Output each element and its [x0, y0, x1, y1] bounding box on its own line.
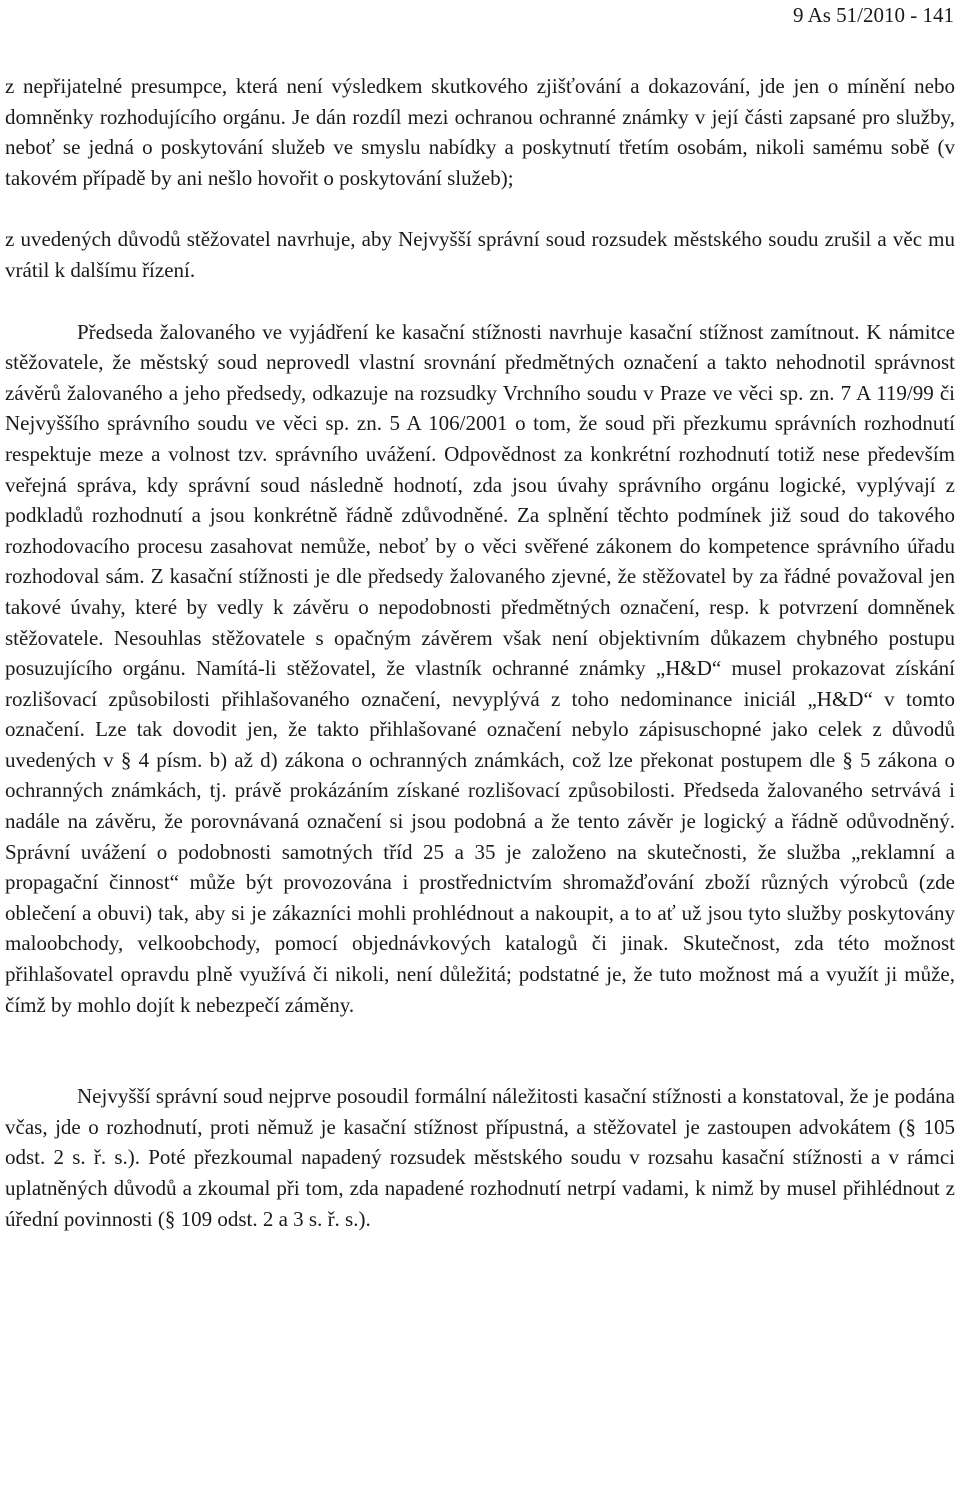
case-number-header: 9 As 51/2010 - 141 [792, 3, 954, 27]
paragraph-complaint-continuation: z nepřijatelné presumpce, která není výsledkem skutkového zjišťování a dokazování, jde jen o mínění nebo domněnky rozhodujícího orgánu. Je dán rozdíl mezi ochranou ochranné známky v její části zapsané pro služby, neboť se jedná o poskytování služeb ve smyslu nabídky a poskytnutí třetím osobám, nikoli samému sobě (v takovém případě by ani nešlo hovořit o poskytování služeb); [5, 74, 955, 190]
paragraph-defendant-statement: Předseda žalovaného ve vyjádření ke kasační stížnosti navrhuje kasační stížnost zamítnout. K námitce stěžovatele, že městský soud neprovedl vlastní srovnání předmětných označení a takto nehodnotil správnost závěrů žalovaného a jeho předsedy, odkazuje na rozsudky Vrchního soudu v Praze ve věci sp. zn. 7 A 119/99 či Nejvyššího správního soudu ve věci sp. zn. 5 A 106/2001 o tom, že soud při přezkumu správních rozhodnutí respektuje meze a volnost tzv. správního uvážení. Odpovědnost za konkrétní rozhodnutí totiž nese především veřejná správa, kdy správní soud následně hodnotí, zda jsou úvahy správního orgánu logické, vyplývají z podkladů rozhodnutí a jsou konkrétně řádně zdůvodněné. Za splnění těchto podmínek již soud do takového rozhodovacího procesu zasahovat nemůže, neboť by o věci svěřené zákonem do kompetence správního úřadu rozhodoval sám. Z kasační stížnosti je dle předsedy žalovaného zjevné, že stěžovatel by za řádné považoval jen takové úvahy, které by vedly k závěru o nepodobnosti předmětných označení, resp. k potvrzení domněnek stěžovatele. Nesouhlas stěžovatele s opačným závěrem však není objektivním důkazem chybného postupu posuzujícího orgánu. Namítá-li stěžovatel, že vlastník ochranné známky „H&D“ musel prokazovat získání rozlišovací způsobilosti přihlašovaného označení, nevyplývá z toho nedominance iniciál „H&D“ v tomto označení. Lze tak dovodit jen, že takto přihlašované označení nebylo zápisuschopné jako celek z důvodů uvedených v § 4 písm. b) až d) zákona o ochranných známkách, což lze překonat postupem dle § 5 zákona o ochranných známkách, tj. právě prokázáním získané rozlišovací způsobilosti. Předseda žalovaného setrvává i nadále na závěru, že porovnávaná označení si jsou podobná a že tento závěr je logický a řádně odůvodněný. Správní uvážení o podobnosti samotných tříd 25 a 35 je založeno na skutečnosti, že služba „reklamní a propagační činnost“ může být provozována i prostřednictvím shromažďování zboží různých výrobců (zde oblečení a obuvi) tak, aby si je zákazníci mohli prohlédnout a nakoupit, a to ať už jsou tyto služby poskytovány maloobchody, velkoobchody, pomocí objednávkových katalogů či jinak. Skutečnost, zda této možnost přihlašovatel opravdu plně využívá či nikoli, není důležitá; podstatné je, že tuto možnost má a využít ji může, čímž by mohlo dojít k nebezpečí záměny. [5, 319, 955, 1017]
paragraph-complaint-proposal: z uvedených důvodů stěžovatel navrhuje, aby Nejvyšší správní soud rozsudek městského soudu zrušil a věc mu vrátil k dalšímu řízení. [5, 227, 955, 282]
document-body [5, 71, 955, 1234]
paragraph-court-assessment: Nejvyšší správní soud nejprve posoudil formální náležitosti kasační stížnosti a konstatoval, že je podána včas, jde o rozhodnutí, proti němuž je kasační stížnost přípustná, a stěžovatel je zastoupen advokátem (§ 105 odst. 2 s. ř. s.). Poté přezkoumal napadený rozsudek městského soudu v rozsahu kasační stížnosti a v rámci uplatněných důvodů a zkoumal při tom, zda napadené rozhodnutí netrpí vadami, k nimž by musel přihlédnout z úřední povinnosti (§ 109 odst. 2 a 3 s. ř. s.). [5, 1084, 955, 1231]
